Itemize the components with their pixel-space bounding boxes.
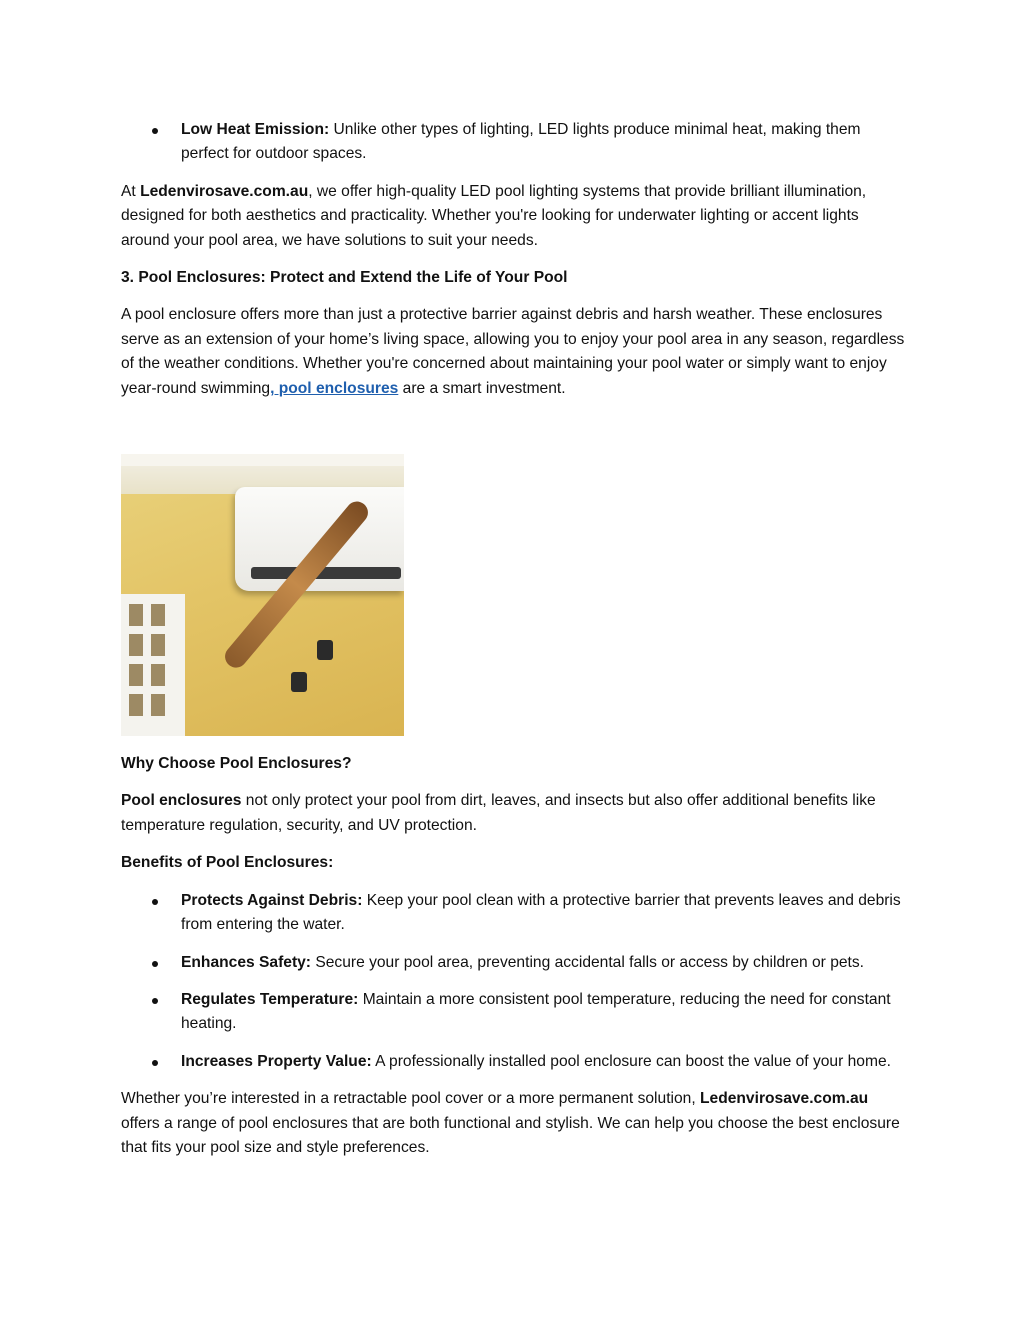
list-item: [121, 889, 911, 938]
led-paragraph-text: , we offer high-quality LED pool lighting systems that provide brilliant illumination, designed for both aesthetics and practicality. Whether you're looking for underwater lighting or accent lights around your pool area, we have solutions to suit your needs.: [121, 182, 867, 249]
photo-ski-binding: [317, 640, 333, 660]
why-paragraph: [121, 789, 911, 838]
benefit-text: Secure your pool area, preventing accidental falls or access by children or pets.: [311, 953, 865, 971]
bullet-label: Low Heat Emission:: [181, 121, 330, 138]
closing-paragraph: [121, 1087, 911, 1160]
enclosure-paragraph-suffix: are a smart investment.: [398, 379, 566, 397]
benefits-list: [121, 889, 911, 1074]
benefit-text: Maintain a more consistent pool temperature, reducing the need for constant heating.: [181, 990, 891, 1033]
benefit-text: A professionally installed pool enclosure can boost the value of your home.: [371, 1052, 891, 1070]
benefit-text: Keep your pool clean with a protective barrier that prevents leaves and debris from entering the water.: [181, 891, 901, 934]
why-heading: Why Choose Pool Enclosures?: [121, 755, 352, 773]
enclosure-paragraph: [121, 303, 911, 401]
photo-beam: [121, 454, 404, 466]
enclosure-paragraph-text: A pool enclosure offers more than just a protective barrier against debris and harsh weather. These enclosures serve as an extension of your home’s living space, allowing you to enjoy your pool area in any season, regardless of the weather conditions. Whether you're concerned about maintaining your pool water or simply want to enjoy year-round swimming: [121, 306, 905, 397]
why-paragraph-bold: Pool enclosures: [121, 792, 242, 810]
benefit-label: Regulates Temperature:: [181, 990, 359, 1008]
closing-paragraph-prefix: Whether you’re interested in a retractable pool cover or a more permanent solution,: [121, 1090, 701, 1108]
list-item: [121, 118, 911, 167]
photo-ac-vent: [251, 567, 401, 579]
led-paragraph: [121, 180, 911, 253]
bullet-text: Unlike other types of lighting, LED lights produce minimal heat, making them perfect for outdoor spaces.: [181, 121, 861, 163]
list-item: [121, 988, 911, 1037]
benefit-label: Increases Property Value:: [181, 1052, 372, 1070]
spacer: [121, 414, 911, 454]
list-item: [121, 951, 911, 975]
photo-ski-binding: [291, 672, 307, 692]
brand-name: Ledenvirosave.com.au: [700, 1090, 869, 1108]
closing-paragraph-text: offers a range of pool enclosures that are both functional and stylish. We can help you choose the best enclosure that fits your pool size and style preferences.: [121, 1114, 900, 1156]
bullet-list-top: [121, 118, 911, 167]
section-heading: 3. Pool Enclosures: Protect and Extend the Life of Your Pool: [121, 269, 568, 287]
benefit-label: Enhances Safety:: [181, 953, 311, 971]
document-page: [121, 118, 911, 1173]
why-paragraph-text: not only protect your pool from dirt, leaves, and insects but also offer additional benefits like temperature regulation, security, and UV protection.: [121, 792, 876, 834]
list-item: [121, 1050, 911, 1074]
benefits-heading: Benefits of Pool Enclosures:: [121, 854, 334, 872]
led-paragraph-prefix: At: [121, 182, 141, 200]
pool-enclosures-link[interactable]: , pool enclosures: [270, 379, 399, 397]
brand-name: Ledenvirosave.com.au: [140, 182, 309, 200]
air-conditioner-photo: [121, 454, 404, 736]
benefit-label: Protects Against Debris:: [181, 891, 363, 909]
photo-door: [121, 594, 185, 736]
